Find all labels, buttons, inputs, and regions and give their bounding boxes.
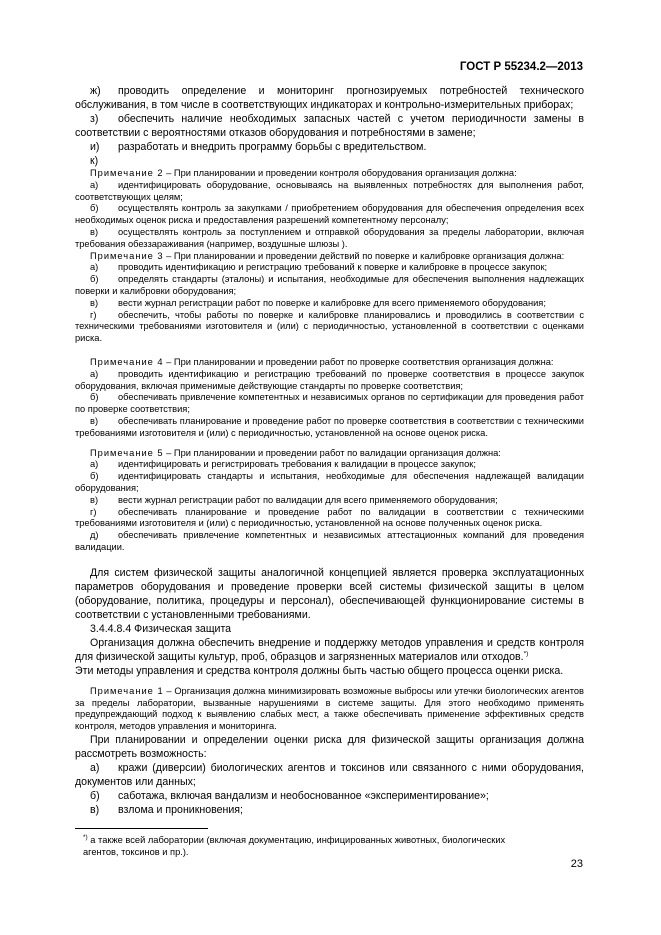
- note: [75, 686, 584, 733]
- list-item-text: вести журнал регистрации работ по поверке и калибровке для всего применяемого оборудования;: [118, 297, 546, 308]
- list-item-letter: и): [90, 141, 100, 153]
- list-item: [75, 298, 584, 310]
- paragraph: [75, 636, 584, 664]
- footnote-text: а также всей лаборатории (включая документацию, инфицированных животных, биологических агентов, токсинов и пр.).: [83, 835, 506, 857]
- note-label: Примечание 5: [90, 447, 164, 458]
- list-item-text: обеспечивать привлечение компетентных и независимых аттестационных компаний для проведения валидации.: [75, 530, 584, 552]
- note-text: – При планировании и проведении работ по проверке соответствия организация должна:: [163, 356, 554, 367]
- note-label: Примечание 1: [90, 685, 164, 696]
- list-item: [75, 761, 584, 789]
- list-item-letter: в): [90, 803, 100, 816]
- list-item-text: саботажа, включая вандализм и необоснованное «экспериментирование»;: [118, 789, 489, 802]
- paragraph-text: Организация должна обеспечить внедрение и поддержку методов управления и средств контроля для физической защиты культур, проб, образцов и загрязненных материалов или отходов.: [75, 636, 584, 663]
- note: [75, 251, 584, 263]
- list-item-text: кражи (диверсии) биологических агентов и токсинов или связанного с ними оборудования, документов или данных;: [75, 761, 584, 788]
- list-item-letter: в): [90, 297, 99, 308]
- list-item-letter: б): [90, 392, 99, 403]
- list-item-letter: в): [90, 415, 99, 426]
- list-item: [75, 154, 584, 168]
- list-item-text: обеспечить наличие необходимых запасных частей с учетом периодичности замены в соответствии с вероятностями отказов оборудования и потребностями в замене;: [75, 113, 584, 139]
- list-item-letter: г): [90, 506, 97, 517]
- list-item: [75, 274, 584, 298]
- list-item-text: определять стандарты (эталоны) и испытания, необходимые для обеспечения выполнения надлежащих поверки и калибровки оборудования;: [75, 274, 584, 296]
- note-text: – При планировании и проведении действий по поверке и калибровке организация должна:: [163, 250, 565, 261]
- list-item-text: разработать и внедрить программу борьбы с вредительством.: [118, 141, 427, 153]
- list-item: [75, 180, 584, 204]
- list-item: [75, 84, 584, 112]
- list-item-text: обеспечивать привлечение компетентных и независимых органов по сертификации для проведения работ по проверке соответствия;: [75, 392, 584, 415]
- list-item-text: осуществлять контроль за поступлением и отправкой оборудования за пределы лаборатории, включая требования обеззараживания (например, воздушные шлюзы ).: [75, 226, 584, 249]
- list-item: [75, 112, 584, 140]
- list-item: [75, 369, 584, 393]
- document-body: [75, 84, 584, 817]
- list-item-text: идентифицировать и регистрировать требования к валидации в процессе закупок;: [118, 459, 476, 470]
- list-item-text: проводить идентификацию и регистрацию требований к поверке и калибровке в процессе закупок;: [118, 262, 548, 273]
- note-label: Примечание 4: [90, 356, 164, 367]
- note: [75, 168, 584, 180]
- list-item-text: обеспечивать планирование и проведение работ по валидации в соответствии с техническими требованиями изготовителя и (или) с периодичностью, установленной на основе полученных оценок риска.: [75, 506, 584, 529]
- paragraph: [75, 566, 584, 622]
- paragraph: [75, 664, 584, 678]
- standard-code: ГОСТ Р 55234.2—2013: [459, 61, 583, 73]
- list-item: [75, 459, 584, 471]
- list-item: [75, 262, 584, 274]
- list-item-text: вести журнал регистрации работ по валидации для всего применяемого оборудования;: [118, 494, 498, 505]
- list-item-letter: в): [90, 226, 99, 237]
- list-item-letter: д): [90, 530, 99, 541]
- list-item-letter: а): [90, 179, 99, 190]
- spacer: [75, 678, 584, 686]
- list-item: [75, 392, 584, 416]
- paragraph: [75, 733, 584, 761]
- footnote: [75, 834, 515, 858]
- list-item-text: проводить определение и мониторинг прогнозируемых потребностей технического обслуживания, в том числе в соответствующих индикаторах и контрольно-измерительных приборах;: [75, 85, 584, 111]
- list-item: [75, 530, 584, 554]
- list-item-text: обеспечить, чтобы работы по поверке и калибровке планировались и проводились в соответствии с техническими требованиями изготовителя и (или) с периодичностью, установленной в соответствии с оценками риска.: [75, 309, 584, 344]
- list-item-letter: б): [90, 274, 99, 285]
- list-item: [75, 789, 584, 803]
- list-item-text: обеспечивать планирование и проведение работ по проверке соответствия в соответствии с техническими требованиями изготовителя и (или) с периодичностью, установленной на основе оценок риска.: [75, 415, 584, 438]
- list-item: [75, 140, 584, 154]
- list-item-letter: а): [90, 368, 99, 379]
- page-number: 23: [570, 858, 583, 870]
- note-label: Примечание 3: [90, 250, 164, 261]
- list-item-text: осуществлять контроль за закупками / приобретением оборудования для обеспечения определения всех необходимых оценок риска и предоставления разрешений компетентному персоналу;: [75, 203, 584, 226]
- list-item-letter: в): [90, 494, 99, 505]
- note-text: – Организация должна минимизировать возможные выбросы или утечки биологических агентов за пределы лаборатории, вызванные нарушениями в системе защиты. Для этого необходимо применять предупреждающий подход к выявлению слабых мест, а также обеспечивать применение эффективных средств контроля, методов управления и мониторинга.: [75, 685, 584, 732]
- list-item-text: идентифицировать стандарты и испытания, необходимые для обеспечения надлежащей валидации оборудования;: [75, 471, 584, 493]
- footnote-reference: *): [523, 650, 529, 658]
- paragraph-text: При планировании и определении оценки риска для физической защиты организация должна рассмотреть возможность:: [75, 733, 584, 760]
- list-item: [75, 507, 584, 531]
- list-item-letter: б): [90, 471, 99, 482]
- list-item-letter: ж): [90, 85, 101, 97]
- note: [75, 357, 584, 369]
- list-item-letter: а): [90, 761, 100, 774]
- list-item-letter: б): [90, 789, 100, 802]
- list-item-letter: б): [90, 203, 99, 214]
- note-text: – При планировании и проведении контроля оборудования организация должна:: [163, 168, 517, 178]
- list-item-letter: а): [90, 459, 99, 470]
- note: [75, 448, 584, 460]
- paragraph-text: Для систем физической защиты аналогичной концепцией является проверка эксплуатационных параметров оборудования и проведение проверки всей системы физической защиты в целом (оборудование, политика, процедуры и персонал), обеспечивающей функционирование системы в соответствии с установленными требованиями.: [75, 566, 584, 621]
- paragraph: [75, 622, 584, 636]
- list-item-letter: г): [90, 309, 97, 320]
- paragraph-text: 3.4.4.8.4 Физическая защита: [90, 622, 232, 635]
- list-item-text: проводить идентификацию и регистрацию требований по проверке соответствия в процессе закупок оборудования, включая применимые действующие стандарты по проверке соответствия;: [75, 368, 584, 391]
- list-item: [75, 203, 584, 227]
- paragraph-text: Эти методы управления и средства контроля должны быть частью общего процесса оценки риска.: [75, 664, 564, 677]
- list-item: [75, 495, 584, 507]
- spacer: [75, 554, 584, 566]
- spacer: [75, 345, 584, 357]
- list-item: [75, 803, 584, 817]
- list-item-letter: а): [90, 262, 99, 273]
- footnote-separator: [75, 828, 208, 829]
- list-item: [75, 471, 584, 495]
- list-item-text: идентифицировать оборудование, основываясь на выявленных потребностях для выполнения работ, соответствующих целям;: [75, 179, 584, 202]
- list-item: [75, 227, 584, 251]
- list-item-text: взлома и проникновения;: [118, 803, 243, 816]
- list-item-letter: з): [90, 113, 99, 125]
- list-item: [75, 416, 584, 440]
- spacer: [75, 440, 584, 448]
- note-text: – При планировании и проведении работ по валидации организация должна:: [163, 447, 501, 458]
- list-item: [75, 310, 584, 345]
- list-item-letter: к): [90, 155, 99, 167]
- note-label: Примечание 2: [90, 168, 164, 178]
- footnote-mark: *): [83, 833, 88, 841]
